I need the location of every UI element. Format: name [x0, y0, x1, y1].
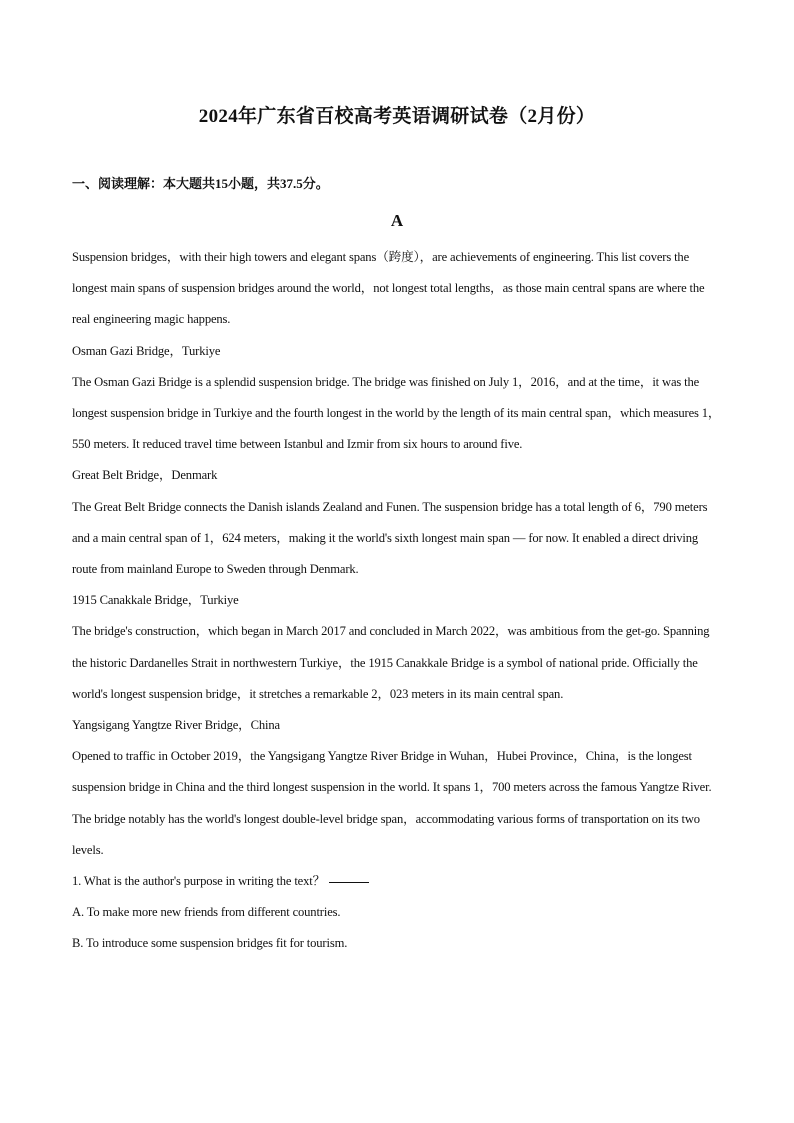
bridge-description: The Osman Gazi Bridge is a splendid suspension bridge. The bridge was finished on July 1，2016，and at the time，it was the longest suspension bridge in Turkiye and the fourth longest in the world by the length of its main central span，which measures 1，550 meters. It reduced travel time between Istanbul and Izmir from six hours to around five.	[72, 374, 721, 452]
passage-intro: Suspension bridges，with their high towers and elegant spans（跨度），are achievements of engineering. This list covers the longest main spans of suspension bridges around the world，not longest total lengths，as those main central spans are where the real engineering magic happens.	[72, 250, 705, 327]
bridge-description: Opened to traffic in October 2019，the Yangsigang Yangtze River Bridge in Wuhan，Hubei Province，China，is the longest suspension bridge in China and the third longest suspension in the world. It spans 1，700 meters across the famous Yangtze River. The bridge notably has the world's longest double-level bridge span，accommodating various forms of transportation on its two levels.	[72, 749, 712, 857]
bridge-description: The Great Belt Bridge connects the Danish islands Zealand and Funen. The suspension bridge has a total length of 6，790 meters and a main central span of 1，624 meters，making it the world's sixth longest main span — for now. It enabled a direct driving route from mainland Europe to Sweden through Denmark.	[72, 499, 708, 577]
bridge-heading: Osman Gazi Bridge，Turkiye	[72, 343, 221, 358]
question-option-a: A. To make more new friends from different countries.	[72, 905, 341, 920]
section-heading: 一、阅读理解：本大题共15小题，共37.5分。	[72, 176, 329, 191]
reading-passage	[72, 242, 724, 960]
question-text: 1. What is the author's purpose in writing the text？	[72, 874, 326, 889]
bridge-description: The bridge's construction，which began in March 2017 and concluded in March 2022，was ambitious from the get-go. Spanning the historic Dardanelles Strait in northwestern Turkiye，the 1915 Canakkale Bridge is a symbol of national pride. Officially the world's longest suspension bridge，it stretches a remarkable 2，023 meters in its main central span.	[72, 624, 710, 701]
part-label: A	[390, 211, 404, 230]
question-option-b: B. To introduce some suspension bridges fit for tourism.	[72, 936, 348, 951]
page-title: 2024年广东省百校高考英语调研试卷（2月份）	[198, 106, 596, 127]
bridge-heading: 1915 Canakkale Bridge，Turkiye	[72, 593, 239, 608]
bridge-heading: Great Belt Bridge，Denmark	[72, 468, 218, 483]
answer-blank	[329, 881, 369, 883]
bridge-heading: Yangsigang Yangtze River Bridge，China	[72, 718, 280, 733]
question-stem	[72, 866, 724, 897]
